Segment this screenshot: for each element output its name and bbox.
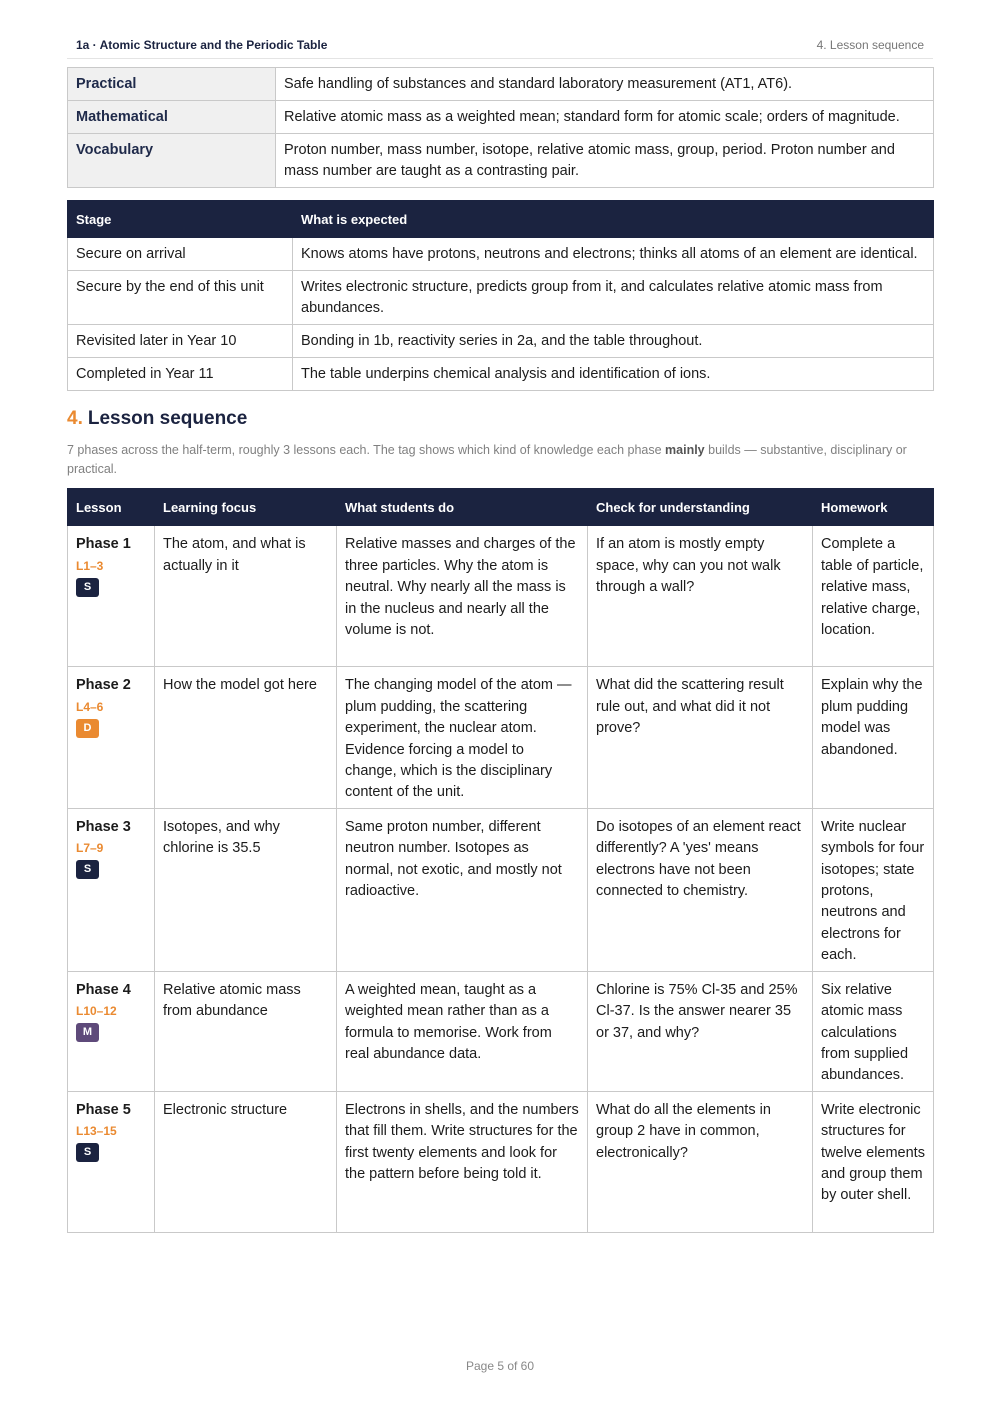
- table-row: [68, 1091, 934, 1232]
- lesson-cell: [68, 971, 155, 1091]
- activities-cell: The changing model of the atom — plum pudding, the scattering experiment, the nuclear atom. Evidence forcing a model to change, which is the disciplinary content of the unit.: [337, 667, 588, 808]
- table-row: [68, 325, 934, 358]
- header-divider: [67, 58, 933, 59]
- table-header-row: [68, 489, 934, 526]
- knowledge-tag: D: [76, 719, 99, 738]
- lesson-cell: [68, 808, 155, 971]
- skill-text: Proton number, mass number, isotope, relative atomic mass, group, period. Proton number and mass number are taught as a contrasting pair.: [276, 134, 934, 188]
- knowledge-tag: S: [76, 860, 99, 879]
- intro-emphasis: mainly: [665, 443, 705, 457]
- knowledge-tag: S: [76, 578, 99, 597]
- stage-cell: Completed in Year 11: [68, 358, 293, 391]
- lesson-cell: [68, 1091, 155, 1232]
- section-heading: [67, 408, 247, 430]
- focus-cell: The atom, and what is actually in it: [155, 526, 337, 667]
- stage-cell: Revisited later in Year 10: [68, 325, 293, 358]
- page-number: Page 5 of 60: [465, 1359, 535, 1373]
- table-header-row: [68, 201, 934, 238]
- activities-cell: A weighted mean, taught as a weighted mean rather than as a formula to memorise. Work from real abundance data.: [337, 971, 588, 1091]
- lesson-range: L7–9: [76, 841, 104, 856]
- focus-cell: Relative atomic mass from abundance: [155, 971, 337, 1091]
- focus-cell: How the model got here: [155, 667, 337, 808]
- skill-text: Relative atomic mass as a weighted mean; standard form for atomic scale; orders of magnitude.: [276, 101, 934, 134]
- section-intro: 7 phases across the half-term, roughly 3 lessons each. The tag shows which kind of knowledge each phase mainly builds — substantive, disciplinary or practical.: [67, 443, 907, 476]
- lesson-range: L1–3: [76, 558, 104, 573]
- homework-cell: Six relative atomic mass calculations from supplied abundances.: [813, 971, 934, 1091]
- homework-cell: Write nuclear symbols for four isotopes; state protons, neutrons and electrons for each.: [813, 808, 934, 971]
- skill-label: Practical: [68, 68, 276, 101]
- stage-cell: Secure on arrival: [68, 238, 293, 271]
- focus-cell: Isotopes, and why chlorine is 35.5: [155, 808, 337, 971]
- table-row: [68, 134, 934, 188]
- homework-cell: Write electronic structures for twelve elements and group them by outer shell.: [813, 1091, 934, 1232]
- phase-label: Phase 2: [76, 677, 131, 694]
- skill-label: Mathematical: [68, 101, 276, 134]
- skills-table: [67, 67, 934, 188]
- section-running-title: 4. Lesson sequence: [816, 38, 924, 52]
- column-header-homework: Homework: [813, 489, 934, 526]
- expected-cell: Writes electronic structure, predicts group from it, and calculates relative atomic mass from abundances.: [293, 271, 934, 325]
- lesson-cell: [68, 667, 155, 808]
- lesson-range: L13–15: [76, 1124, 117, 1139]
- skill-text: Safe handling of substances and standard laboratory measurement (AT1, AT6).: [276, 68, 934, 101]
- table-row: [68, 526, 934, 667]
- check-cell: If an atom is mostly empty space, why can you not walk through a wall?: [588, 526, 813, 667]
- check-cell: Chlorine is 75% Cl-35 and 25% Cl-37. Is the answer nearer 35 or 37, and why?: [588, 971, 813, 1091]
- activities-cell: Same proton number, different neutron number. Isotopes as normal, not exotic, and mostly not radioactive.: [337, 808, 588, 971]
- knowledge-tag: M: [76, 1023, 99, 1042]
- column-header-activities: What students do: [337, 489, 588, 526]
- homework-cell: Complete a table of particle, relative mass, relative charge, location.: [813, 526, 934, 667]
- stages-table: [67, 200, 934, 391]
- section-number: 4.: [67, 408, 83, 429]
- lesson-range: L10–12: [76, 1004, 117, 1019]
- table-row: [68, 358, 934, 391]
- section-title: Lesson sequence: [87, 408, 248, 429]
- focus-cell: Electronic structure: [155, 1091, 337, 1232]
- table-row: [68, 667, 934, 808]
- lesson-cell: [68, 526, 155, 667]
- column-header-check: Check for understanding: [588, 489, 813, 526]
- check-cell: Do isotopes of an element react differently? A 'yes' means electrons have not been connected to chemistry.: [588, 808, 813, 971]
- column-header-stage: Stage: [68, 201, 293, 238]
- table-row: [68, 971, 934, 1091]
- knowledge-tag: S: [76, 1143, 99, 1162]
- phase-label: Phase 4: [76, 981, 131, 998]
- expected-cell: Bonding in 1b, reactivity series in 2a, and the table throughout.: [293, 325, 934, 358]
- check-cell: What do all the elements in group 2 have in common, electronically?: [588, 1091, 813, 1232]
- column-header-lesson: Lesson: [68, 489, 155, 526]
- phase-label: Phase 1: [76, 536, 131, 553]
- skill-label: Vocabulary: [68, 134, 276, 188]
- lesson-sequence-table: [67, 488, 934, 1233]
- lesson-range: L4–6: [76, 699, 104, 714]
- homework-cell: Explain why the plum pudding model was abandoned.: [813, 667, 934, 808]
- table-row: [68, 68, 934, 101]
- phase-label: Phase 5: [76, 1101, 131, 1118]
- column-header-expected: What is expected: [293, 201, 934, 238]
- check-cell: What did the scattering result rule out, and what did it not prove?: [588, 667, 813, 808]
- table-row: [68, 808, 934, 971]
- activities-cell: Electrons in shells, and the numbers that fill them. Write structures for the first twenty elements and look for the pattern before being told it.: [337, 1091, 588, 1232]
- expected-cell: Knows atoms have protons, neutrons and electrons; thinks all atoms of an element are identical.: [293, 238, 934, 271]
- table-row: [68, 271, 934, 325]
- column-header-focus: Learning focus: [155, 489, 337, 526]
- stage-cell: Secure by the end of this unit: [68, 271, 293, 325]
- activities-cell: Relative masses and charges of the three particles. Why the atom is neutral. Why nearly all the mass is in the nucleus and nearly all the volume is not.: [337, 526, 588, 667]
- document-title: 1a · Atomic Structure and the Periodic Table: [76, 38, 328, 52]
- table-row: [68, 238, 934, 271]
- expected-cell: The table underpins chemical analysis and identification of ions.: [293, 358, 934, 391]
- phase-label: Phase 3: [76, 818, 131, 835]
- table-row: [68, 101, 934, 134]
